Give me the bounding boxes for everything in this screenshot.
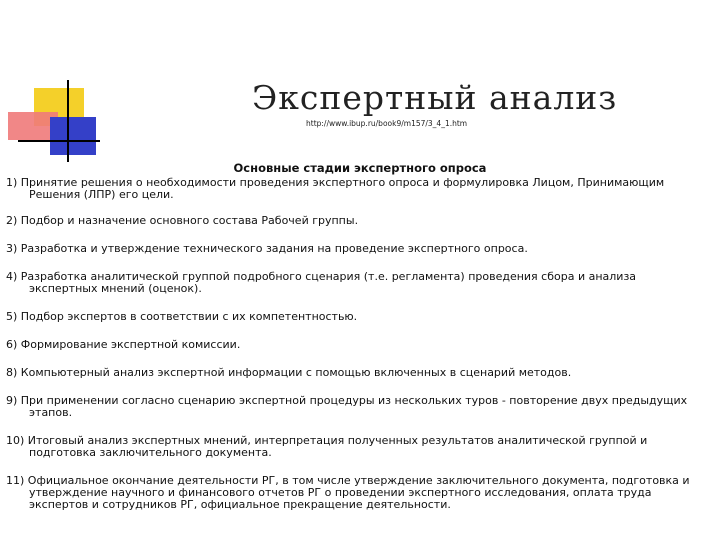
- list-item: 3) Разработка и утверждение технического задания на проведение экспертного опроса.: [6, 242, 528, 255]
- vertical-line: [67, 80, 69, 162]
- list-item: 4) Разработка аналитической группой подробного сценария (т.е. регламента) проведения сбора и анализа экспертных мнений (оценок).: [6, 270, 637, 295]
- list-item: 5) Подбор экспертов в соответствии с их компетентностью.: [6, 310, 358, 323]
- list-item: 11) Официальное окончание деятельности РГ, в том числе утверждение заключительного документа, подготовка и утверждение научного и финансового отчетов РГ о проведении экспертного исследования, оплата труда экспертов и сотрудников РГ, официальное прекращение деятельности.: [6, 474, 690, 511]
- stages-list: [6, 177, 696, 511]
- list-item: 2) Подбор и назначение основного состава Рабочей группы.: [6, 214, 359, 227]
- slide-title: Экспертный анализ: [252, 78, 618, 117]
- list-item: 8) Компьютерный анализ экспертной информации с помощью включенных в сценарий методов.: [6, 366, 572, 379]
- source-url: http://www.ibup.ru/book9/m157/3_4_1.htm: [306, 119, 468, 128]
- list-item: 6) Формирование экспертной комиссии.: [6, 338, 241, 351]
- list-item: 9) При применении согласно сценарию экспертной процедуры из нескольких туров - повторение двух предыдущих этапов.: [6, 394, 688, 419]
- blue-square: [50, 117, 96, 155]
- list-item: 10) Итоговый анализ экспертных мнений, интерпретация полученных результатов аналитической группой и подготовка заключительного документа.: [6, 434, 648, 459]
- slide-logo-decoration: [0, 0, 120, 170]
- section-heading: Основные стадии экспертного опроса: [233, 161, 487, 175]
- list-item: 1) Принятие решения о необходимости проведения экспертного опроса и формулировка Лицом, Принимающим Решения (ЛПР) его цели.: [6, 176, 665, 201]
- horizontal-line: [18, 140, 100, 142]
